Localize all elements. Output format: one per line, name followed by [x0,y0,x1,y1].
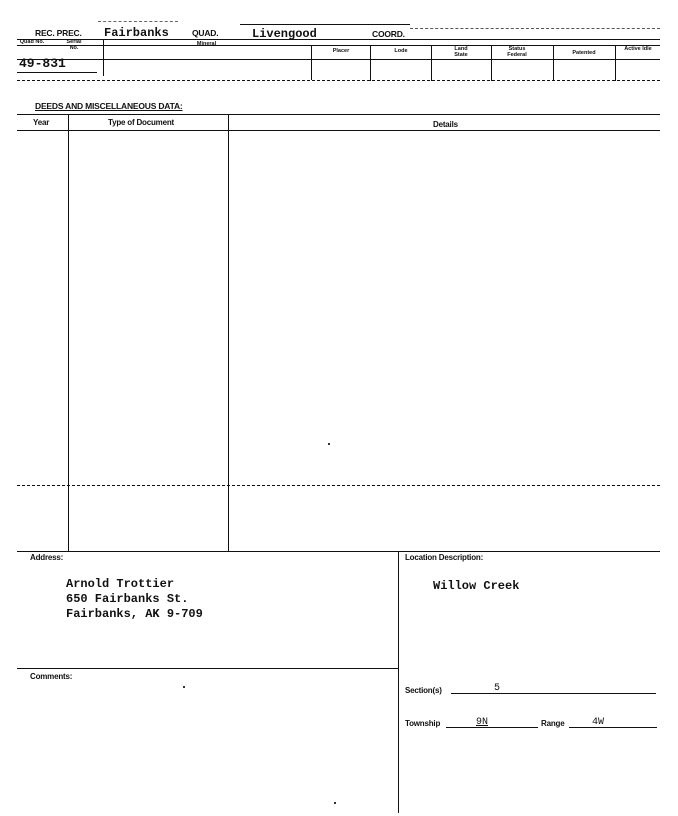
address-line3: Fairbanks, AK 9-709 [66,607,203,621]
top-right-dash [410,28,660,29]
col-placer: Placer [332,48,350,54]
stray-dot [183,686,185,688]
location-divider [398,551,399,813]
township-label: Township [405,719,441,728]
col-divider [431,45,432,81]
col-status-federal: Status Federal [507,46,527,58]
stray-dot [334,802,336,804]
top-rule [240,24,410,25]
deeds-dash-rule [17,485,660,486]
deeds-header-rule [17,130,660,131]
col-divider [370,45,371,81]
col-header-rule [17,45,660,46]
section-underline [451,693,656,694]
col-divider [615,45,616,81]
township-underline [446,727,538,728]
col-mineral: Mineral [196,41,217,47]
deeds-col-type: Type of Document [108,118,174,127]
location-label: Location Description: [405,553,484,562]
coord-label: COORD. [372,29,405,39]
rec-prec-label: REC. PREC. [35,28,82,38]
quad-value: Livengood [252,27,317,41]
deeds-top-rule [17,114,660,115]
deeds-col-details: Details [433,120,458,129]
top-dash-rule [98,21,178,22]
stray-dot [328,443,330,445]
address-line1: Arnold Trottier [66,577,175,591]
location-value: Willow Creek [433,579,520,593]
col-quad-no: Quad No. [19,39,45,45]
col-land-state: Land State [454,46,468,58]
range-label: Range [541,719,565,728]
quad-label: QUAD. [192,28,219,38]
col-divider [553,45,554,81]
address-label: Address: [30,553,64,562]
quad-no-value: 49-831 [19,56,66,71]
deeds-col-year: Year [33,118,50,127]
col-active-idle: Active Idle [624,46,652,52]
address-line2: 650 Fairbanks St. [66,592,189,606]
comments-label: Comments: [30,672,73,681]
range-value: 4W [592,717,605,728]
col-lode: Lode [394,48,408,54]
range-underline [569,727,657,728]
deeds-divider-2 [228,114,229,552]
data-row-bottom-rule [17,80,660,81]
section-value: 5 [494,683,501,694]
col-serial-no: Serial No. [66,39,82,51]
col-divider [491,45,492,81]
section-label: Section(s) [405,686,442,695]
header-bottom-rule [17,39,660,40]
deeds-title: DEEDS AND MISCELLANEOUS DATA: [35,101,183,111]
deeds-bottom-rule [17,551,660,552]
comments-top-rule [17,668,399,669]
col-divider [311,45,312,80]
data-row-top-rule [17,59,660,60]
quad-no-underline [17,72,97,73]
rec-prec-value: Fairbanks [104,26,169,40]
col-patented: Patented [572,50,596,56]
township-value: 9N [476,717,489,728]
deeds-divider-1 [68,114,69,552]
